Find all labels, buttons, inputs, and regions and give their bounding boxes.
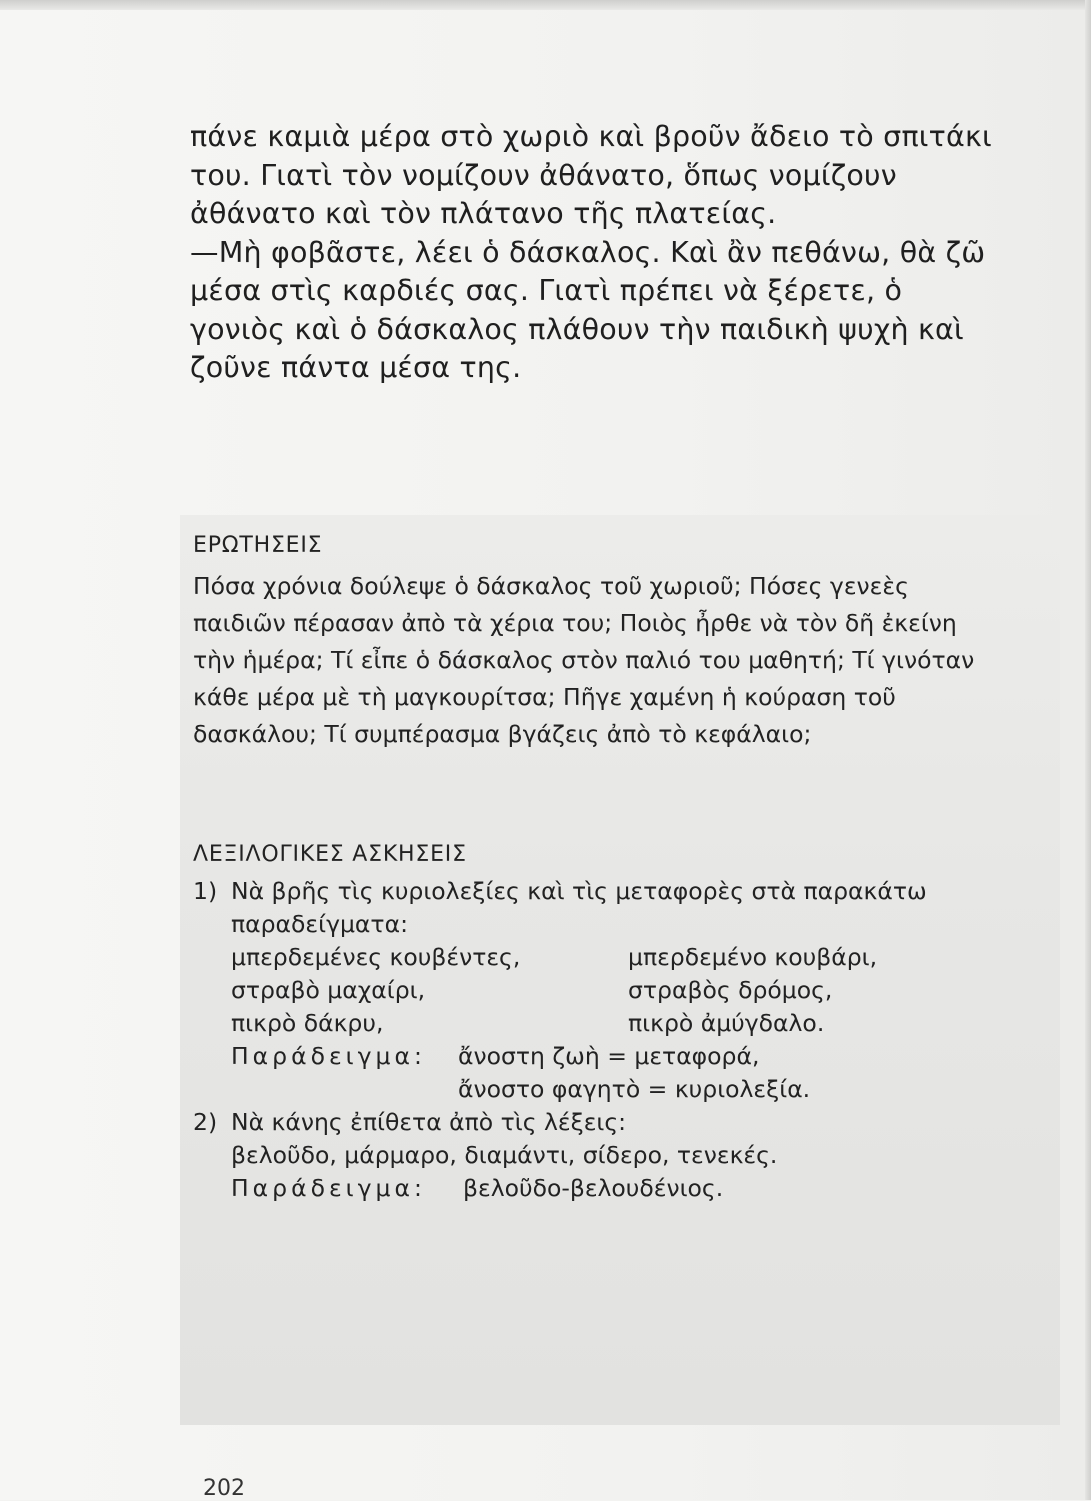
exercise-instruction: Νὰ βρῆς τὶς κυριολεξίες καὶ τὶς μεταφορὲς στὰ παρακάτω — [231, 877, 927, 905]
page-right-edge — [1085, 0, 1091, 1500]
exercises-heading: ΛΕΞΙΛΟΓΙΚΕΣ ΑΣΚΗΣΕΙΣ — [193, 842, 467, 867]
story-line: ἀθάνατο καὶ τὸν πλάτανο τῆς πλατείας. — [190, 197, 777, 230]
worked-example-1: ἄνοστη ζωὴ = μεταφορά, — [458, 1042, 760, 1070]
worked-example: βελοῦδο-βελουδένιος. — [463, 1174, 724, 1202]
questions-text — [193, 568, 1053, 753]
exercise-number: 1) — [193, 877, 218, 905]
example-label: Παράδειγμα: — [231, 1174, 426, 1202]
page-top-edge — [0, 0, 1091, 10]
example-pair-row — [193, 974, 1053, 1007]
exercises-list — [193, 875, 1053, 1205]
worked-example-row — [193, 1172, 1053, 1205]
page-number: 202 — [203, 1476, 245, 1501]
question-line: Πόσα χρόνια δούλεψε ὁ δάσκαλος τοῦ χωριοῦ; Πόσες γενεὲς — [193, 572, 909, 600]
question-line: τὴν ἡμέρα; Τί εἶπε ὁ δάσκαλος στὸν παλιό του μαθητή; Τί γινόταν — [193, 646, 975, 674]
example-label: Παράδειγμα: — [231, 1042, 426, 1070]
example-pair-row — [193, 1007, 1053, 1040]
exercise-2-words — [193, 1139, 1053, 1172]
exercise-words: βελοῦδο, μάρμαρο, διαμάντι, σίδερο, τενεκές. — [231, 1141, 778, 1169]
worked-example-row — [193, 1073, 1053, 1106]
question-line: κάθε μέρα μὲ τὴ μαγκουρίτσα; Πῆγε χαμένη ἡ κούραση τοῦ — [193, 683, 896, 711]
example-right: πικρὸ ἀμύγδαλο. — [628, 1009, 825, 1037]
example-left: μπερδεμένες κουβέντες, — [231, 943, 521, 971]
exercise-instruction: Νὰ κάνης ἐπίθετα ἀπὸ τὶς λέξεις: — [231, 1108, 627, 1136]
example-right: στραβὸς δρόμος, — [628, 976, 833, 1004]
questions-heading: ΕΡΩΤΗΣΕΙΣ — [193, 533, 323, 558]
example-left: στραβὸ μαχαίρι, — [231, 976, 426, 1004]
exercise-1-instruction — [193, 875, 1053, 908]
example-right: μπερδεμένο κουβάρι, — [628, 943, 878, 971]
exercise-1-instruction-cont — [193, 908, 1053, 941]
story-line: πάνε καμιὰ μέρα στὸ χωριὸ καὶ βροῦν ἄδειο τὸ σπιτάκι — [190, 120, 992, 153]
story-line: γονιὸς καὶ ὁ δάσκαλος πλάθουν τὴν παιδικὴ ψυχὴ καὶ — [190, 312, 964, 346]
question-line: δασκάλου; Τί συμπέρασμα βγάζεις ἀπὸ τὸ κεφάλαιο; — [193, 720, 812, 748]
worked-example-row — [193, 1040, 1053, 1073]
question-line: παιδιῶν πέρασαν ἀπὸ τὰ χέρια του; Ποιὸς ἦρθε νὰ τὸν δῆ ἐκείνη — [193, 609, 957, 637]
story-line: μέσα στὶς καρδιές σας. Γιατὶ πρέπει νὰ ξέρετε, ὁ — [190, 274, 903, 307]
story-line: του. Γιατὶ τὸν νομίζουν ἀθάνατο, ὅπως νομίζουν — [190, 158, 897, 192]
story-line: ζοῦνε πάντα μέσα της. — [190, 351, 522, 384]
exercise-2-instruction — [193, 1106, 1053, 1139]
exercise-number: 2) — [193, 1108, 218, 1136]
example-pair-row — [193, 941, 1053, 974]
worked-example-2: ἄνοστο φαγητὸ = κυριολεξία. — [458, 1075, 811, 1103]
example-left: πικρὸ δάκρυ, — [231, 1009, 384, 1037]
exercise-instruction-cont: παραδείγματα: — [231, 910, 408, 938]
story-line: —Μὴ φοβᾶστε, λέει ὁ δάσκαλος. Καὶ ἂν πεθάνω, θὰ ζῶ — [190, 235, 986, 269]
story-text — [190, 118, 1050, 388]
